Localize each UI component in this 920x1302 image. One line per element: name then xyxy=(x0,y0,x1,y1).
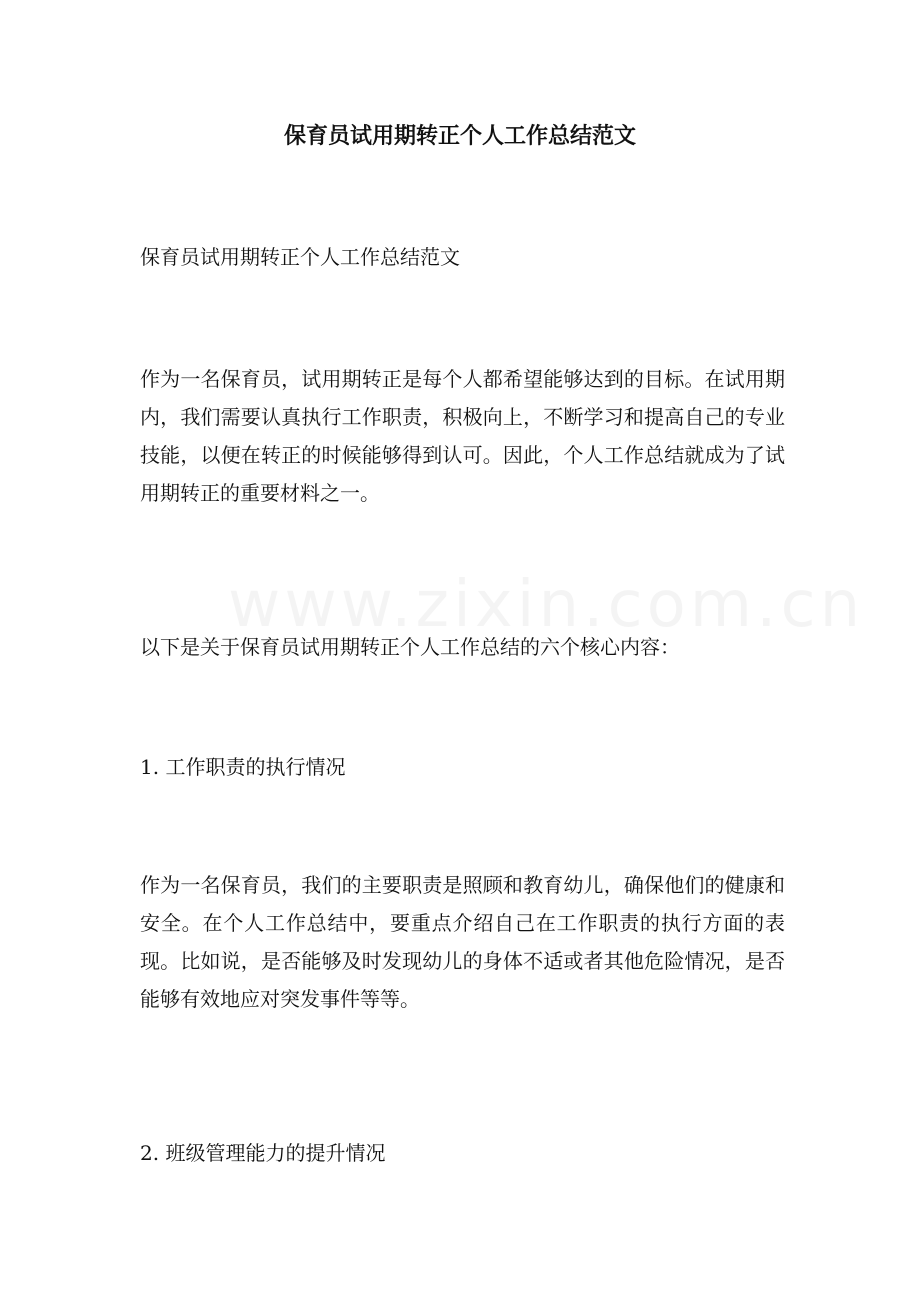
section-heading-1: 1. 工作职责的执行情况 xyxy=(140,755,346,779)
section-heading-2: 2. 班级管理能力的提升情况 xyxy=(140,1141,386,1165)
paragraph-intro: 作为一名保育员，试用期转正是每个人都希望能够达到的目标。在试用期内，我们需要认真执行工作职责，积极向上，不断学习和提高自己的专业技能，以便在转正的时候能够得到认可。因此，个人工作总结就成为了试用期转正的重要材料之一。 xyxy=(140,367,785,505)
paragraph-overview: 以下是关于保育员试用期转正个人工作总结的六个核心内容： xyxy=(140,635,680,659)
document-subtitle: 保育员试用期转正个人工作总结范文 xyxy=(140,245,460,269)
document-title: 保育员试用期转正个人工作总结范文 xyxy=(283,123,636,149)
paragraph-section-1: 作为一名保育员，我们的主要职责是照顾和教育幼儿，确保他们的健康和安全。在个人工作总结中，要重点介绍自己在工作职责的执行方面的表现。比如说，是否能够及时发现幼儿的身体不适或者其他危险情况，是否能够有效地应对突发事件等等。 xyxy=(140,873,785,1011)
